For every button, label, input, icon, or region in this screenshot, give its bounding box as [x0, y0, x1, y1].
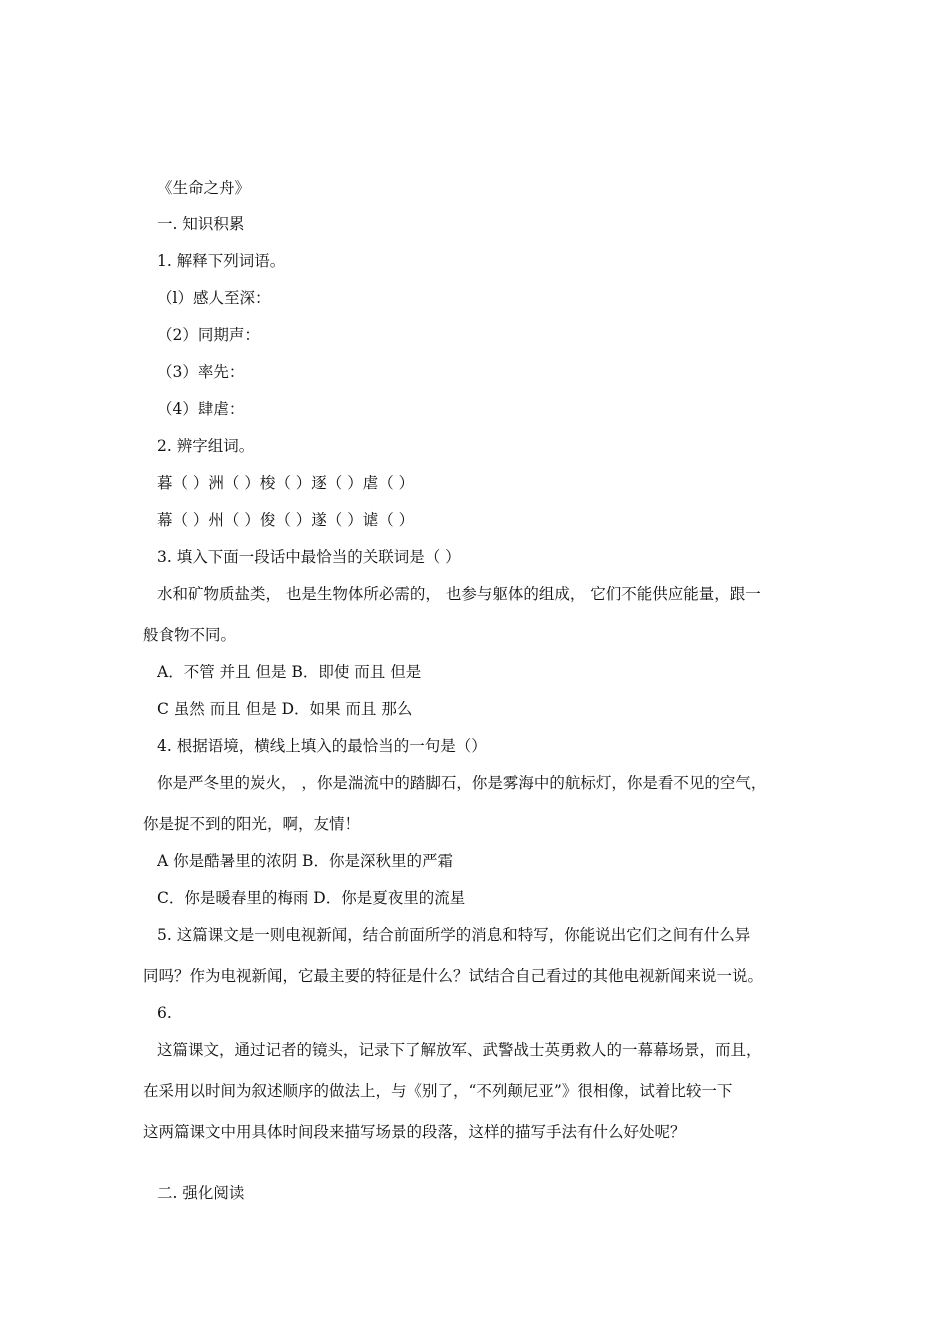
question-4: 4. 根据语境，横线上填入的最恰当的一句是（） [157, 737, 487, 755]
question-2-row-2: 幕（ ）州（ ）俊（ ）遂（ ）谑（ ） [157, 511, 415, 529]
question-6-passage-line-2: 在采用以时间为叙述顺序的做法上，与《别了，“不列颠尼亚”》很相像，试着比较一下 [143, 1082, 733, 1100]
section-heading-reading: 二. 强化阅读 [157, 1184, 245, 1202]
section-heading-knowledge: 一. 知识积累 [157, 215, 245, 233]
question-1: 1. 解释下列词语。 [157, 252, 286, 270]
question-6-passage-line-3: 这两篇课文中用具体时间段来描写场景的段落，这样的描写手法有什么好处呢？ [143, 1123, 686, 1141]
document-title: 《生命之舟》 [157, 179, 251, 197]
question-6-passage-line-1: 这篇课文，通过记者的镜头，记录下了解放军、武警战士英勇救人的一幕幕场景，而且， [157, 1041, 762, 1059]
question-1-item-4: （4）肆虐： [157, 400, 245, 418]
question-4-passage-line-1: 你是严冬里的炭火， ，你是湍流中的踏脚石，你是雾海中的航标灯，你是看不见的空气， [157, 774, 767, 792]
question-4-options-ab: A 你是酷暑里的浓阴 B．你是深秋里的严霜 [157, 852, 453, 870]
question-5-continuation: 同吗？作为电视新闻，它最主要的特征是什么？试结合自己看过的其他电视新闻来说一说。 [143, 967, 764, 985]
question-3: 3. 填入下面一段话中最恰当的关联词是（ ） [157, 548, 461, 566]
question-3-options-ab: A．不管 并且 但是 B．即使 而且 但是 [157, 663, 422, 681]
question-3-options-cd: C 虽然 而且 但是 D．如果 而且 那么 [157, 700, 413, 718]
question-1-item-3: （3）率先： [157, 363, 245, 381]
question-4-options-cd: C．你是暖春里的梅雨 D．你是夏夜里的流星 [157, 889, 466, 907]
question-3-passage-line-1: 水和矿物质盐类， 也是生物体所必需的， 也参与躯体的组成， 它们不能供应能量，跟一 [157, 585, 761, 603]
question-6: 6. [157, 1004, 172, 1022]
question-1-item-1: （l）感人至深： [157, 289, 271, 307]
question-4-passage-line-2: 你是捉不到的阳光，啊，友情！ [143, 815, 361, 833]
question-2: 2. 辨字组词。 [157, 437, 255, 455]
question-1-item-2: （2）同期声： [157, 326, 260, 344]
question-2-row-1: 暮（ ）洲（ ）梭（ ）逐（ ）虐（ ） [157, 474, 415, 492]
question-3-passage-line-2: 般食物不同。 [143, 626, 237, 644]
question-5: 5. 这篇课文是一则电视新闻，结合前面所学的消息和特写，你能说出它们之间有什么异 [157, 926, 751, 944]
